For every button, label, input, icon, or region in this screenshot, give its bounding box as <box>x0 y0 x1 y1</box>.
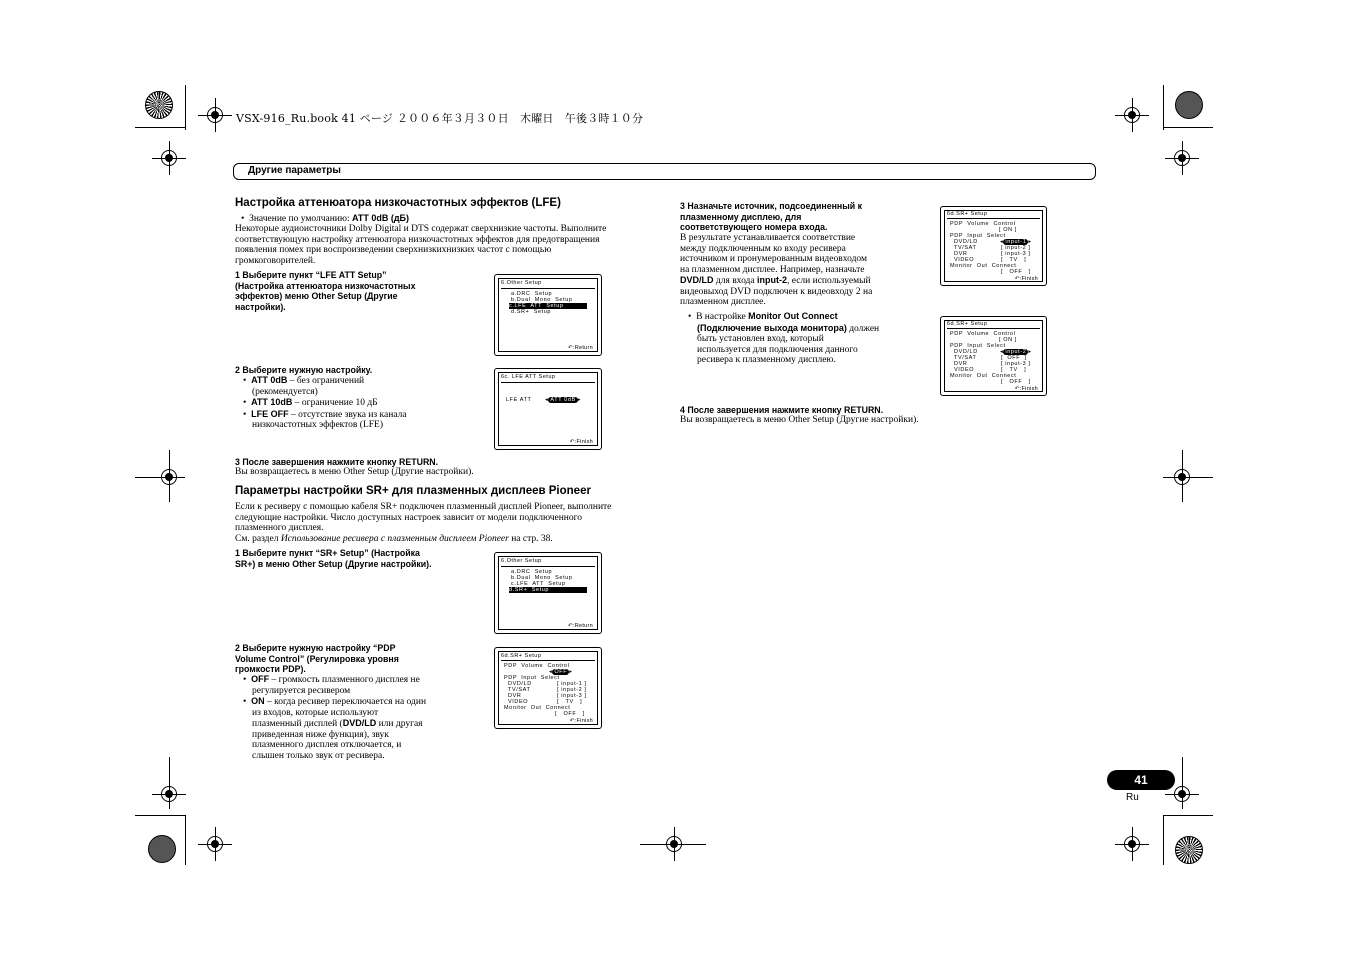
osd-source-label: TV/SAT <box>954 355 977 361</box>
lfe-intro-line: появления помех при воспроизведении сверхнизкихнизких частот с помощью <box>235 245 552 255</box>
osd-menu-item-selected: d.SR+ Setup <box>509 587 587 593</box>
osd-source-label: VIDEO <box>954 367 975 373</box>
sr-moc-line <box>680 323 920 335</box>
osd-footer: ↶:Finish <box>1014 386 1038 392</box>
sr-moc-line: • В настройке Monitor Out Connect <box>688 311 838 322</box>
sr-step2-line: громкости PDP). <box>235 664 306 674</box>
crop-line <box>1132 98 1133 132</box>
lfe-step3: 3 После завершения нажмите кнопку RETURN. <box>235 457 439 467</box>
lfe-intro <box>235 224 655 266</box>
crop-line <box>135 127 185 128</box>
sr-step3-line: соответствующего номера входа. <box>680 222 828 232</box>
crop-line <box>135 477 185 478</box>
sr-step3-line: 3 Назначьте источник, подсоединенный к <box>680 201 862 211</box>
lfe-step1-line: 1 Выберите пункт “LFE ATT Setup” <box>235 270 387 280</box>
osd-monitor-out-value-text: OFF <box>1009 269 1023 275</box>
sr-step3-text-line: плазменном дисплее. <box>680 297 766 307</box>
lfe-step2: 2 Выберите нужную настройку. <box>235 365 373 375</box>
osd-source-label: DVR <box>508 693 522 699</box>
osd-other-setup-screen-2 <box>494 552 602 634</box>
sr-option-text: – громкость плазменного дисплея не <box>269 675 420 685</box>
lfe-step3-text: Вы возвращаетесь в меню Other Setup (Другие настройки). <box>235 467 474 477</box>
sr-step3-line: плазменному дисплею, для <box>680 211 802 222</box>
osd-sr-setup-screen-2 <box>940 206 1047 286</box>
sr-intro-line: плазменного дисплея. <box>235 523 324 533</box>
sr-option-on-key: DVD/LD <box>342 718 377 728</box>
sr-intro-line: следующие настройки. Число доступных настроек зависит от модели подключенного <box>235 512 583 523</box>
lfe-option-key: ATT 10dB <box>251 397 293 407</box>
osd-monitor-out-value: [ OFF ] <box>555 711 585 717</box>
crop-line <box>215 98 216 132</box>
osd-menu-item: b.Dual Mono Setup <box>511 297 573 303</box>
sr-step1-line: 1 Выберите пункт “SR+ Setup” (Настройка <box>235 548 420 558</box>
osd-source-value: [ input-3 ] <box>1001 251 1031 257</box>
osd-menu-item: a.DRC Setup <box>511 569 553 575</box>
lfe-step1-line: настройки). <box>235 301 286 312</box>
osd-title: 6.Other Setup <box>501 558 542 564</box>
osd-title: 6.Other Setup <box>501 280 542 286</box>
sr-ref-link[interactable]: Использование ресивера с плазменным дисплеем Pioneer <box>280 533 509 544</box>
sr-step3-key: DVD/LD <box>680 275 714 285</box>
crop-line <box>640 844 706 845</box>
osd-source-label: TV/SAT <box>508 687 531 693</box>
sr-moc-tail: должен <box>846 323 880 334</box>
lfe-step1-line: (Настройка аттенюатора низкочастотных <box>235 280 416 291</box>
sr-step3 <box>680 201 862 233</box>
crop-line <box>1182 757 1183 809</box>
sr-option-on-line: плазменного дисплея отключается, и <box>252 740 402 750</box>
registration-star-icon <box>145 91 173 119</box>
sr-option-on-line: приведенная ниже функция), звук <box>252 729 389 740</box>
sr-ref-suffix: на стр. 38. <box>508 533 553 544</box>
sr-option-on-line: из входов, которые используют <box>252 707 379 718</box>
osd-setting-label: LFE ATT <box>506 397 532 403</box>
osd-source-value: [ input-3 ] <box>1001 361 1031 367</box>
sr-moc-key: Monitor Out Connect <box>748 311 838 321</box>
osd-monitor-out-label: Monitor Out Connect <box>950 373 1017 379</box>
osd-source-value: [ input-2 ] <box>1001 245 1031 251</box>
lfe-option-off: • LFE OFF – отсутствие звука из канала <box>243 408 407 420</box>
lfe-step1 <box>235 270 415 312</box>
osd-monitor-out-value: [ OFF ] <box>1001 379 1031 385</box>
osd-source-value-text: input-2 <box>561 687 583 693</box>
sr-option-on: • ON – когда ресивер переключается на один <box>243 696 427 707</box>
osd-monitor-out-value-text: OFF <box>1009 379 1023 385</box>
sr-option-text: – когда ресивер переключается на один <box>264 697 427 707</box>
sr-reference <box>235 534 655 545</box>
sr-ref-prefix: См. раздел <box>235 533 281 544</box>
lfe-option-att0-line2: (рекомендуется) <box>252 386 318 397</box>
registration-star-icon <box>1175 836 1203 864</box>
lfe-default-value: ATT 0dB (дБ) <box>352 213 410 223</box>
osd-setting-value-text: ATT 0dB <box>550 397 576 403</box>
osd-volume-value: [ ON ] <box>999 337 1017 343</box>
osd-source-value-text: OFF <box>1007 355 1021 361</box>
sr-step3-text-line: видеовыход DVD подключен к видеовходу 2 на <box>680 286 873 297</box>
sr-monitor-out-note <box>680 311 920 366</box>
crop-line <box>1163 127 1213 128</box>
crop-line <box>1182 141 1183 175</box>
crop-line <box>1163 477 1213 478</box>
osd-menu-item-selected: c.LFE ATT Setup <box>509 303 587 309</box>
sr-moc-prefix: В настройке <box>696 312 749 322</box>
crop-line <box>1132 827 1133 861</box>
osd-monitor-out-label: Monitor Out Connect <box>504 705 571 711</box>
osd-source-value-text: TV <box>565 699 574 705</box>
osd-menu-item: d.SR+ Setup <box>511 309 552 315</box>
sr-step3-text-line: источником и пронумерованным видеовходом <box>680 254 867 264</box>
crop-line <box>169 141 170 175</box>
osd-source-label: DVR <box>954 361 968 367</box>
lfe-step1-line: эффектов) меню Other Setup (Другие <box>235 291 398 301</box>
crop-line <box>169 450 170 502</box>
crop-line <box>1163 815 1213 816</box>
osd-input-select-label: PDP Input Select <box>504 675 560 681</box>
sr-step1-line: SR+) в меню Other Setup (Другие настройки). <box>235 558 432 569</box>
osd-menu-item: c.LFE ATT Setup <box>511 581 566 587</box>
osd-volume-label: PDP Volume Control <box>950 221 1016 227</box>
crop-line <box>1163 815 1164 865</box>
osd-source-value-text: input-2 <box>1005 245 1027 251</box>
sr-option-on-line: слышен только звук от ресивера. <box>252 750 385 761</box>
sr-step4: 4 После завершения нажмите кнопку RETURN. <box>680 405 884 415</box>
osd-other-setup-screen <box>494 274 602 356</box>
osd-source-label: VIDEO <box>954 257 975 263</box>
lfe-option-att0: • ATT 0dB – без ограничений <box>243 375 365 386</box>
lfe-intro-line: соответствующую настройку аттенюатора низкочастотных эффектов для предотвращения <box>235 234 600 245</box>
sr-step1 <box>235 548 432 569</box>
lfe-heading: Настройка аттенюатора низкочастотных эффектов (LFE) <box>235 197 561 209</box>
osd-volume-label: PDP Volume Control <box>950 331 1016 337</box>
crop-line <box>135 815 185 816</box>
lfe-option-off-line2: низкочастотных эффектов (LFE) <box>252 420 384 430</box>
osd-source-label: TV/SAT <box>954 245 977 251</box>
osd-footer: ↶:Finish <box>1014 276 1038 282</box>
crop-line <box>169 757 170 809</box>
sr-moc-line: ресивера к плазменному дисплею. <box>697 355 836 365</box>
sr-option-off: • OFF – громкость плазменного дисплея не <box>243 674 420 685</box>
sr-step2-line: Volume Control” (Регулировка уровня <box>235 653 399 664</box>
sr-option-on-suffix: или другая <box>376 719 423 729</box>
osd-source-value-text: input-1 <box>561 681 583 687</box>
osd-source-value-selected: ◂ input-2 ▸ <box>1000 349 1032 355</box>
sr-step3-tail: , если используемый <box>786 276 871 286</box>
lfe-default-prefix: Значение по умолчанию: <box>249 214 352 224</box>
sr-step4-text: Вы возвращаетесь в меню Other Setup (Другие настройки). <box>680 415 919 425</box>
osd-monitor-out-value-text: OFF <box>563 711 577 717</box>
osd-footer: ↶:Return <box>567 623 593 629</box>
osd-volume-value-text: OFF <box>554 669 568 675</box>
sr-step2-line: 2 Выберите нужную настройку “PDP <box>235 643 396 653</box>
osd-volume-value: ◂ OFF ▸ <box>549 669 573 675</box>
lfe-option-text: – ограничение 10 дБ <box>292 398 378 408</box>
osd-input-select-label: PDP Input Select <box>950 343 1006 349</box>
lfe-options <box>235 375 475 431</box>
osd-source-value-text: input-3 <box>561 693 583 699</box>
lfe-option-att10: • ATT 10dB – ограничение 10 дБ <box>243 397 378 408</box>
page-number-badge: 41 <box>1107 770 1175 790</box>
lfe-intro-line: громкоговорителей. <box>235 255 316 266</box>
lfe-option-key: ATT 0dB <box>251 375 288 385</box>
crop-line <box>185 815 186 865</box>
sr-intro <box>235 502 655 544</box>
osd-source-value: [ TV ] <box>1001 367 1027 373</box>
sr-moc-line: быть установлен вход, который <box>697 334 824 344</box>
section-title-bar <box>233 163 1096 180</box>
crop-line <box>215 827 216 861</box>
sr-option-key: ON <box>251 696 265 706</box>
sr-step3-mid: для входа <box>713 276 757 286</box>
sr-step3-key: input-2 <box>756 275 787 285</box>
osd-title: 6d.SR+ Setup <box>501 653 542 659</box>
sr-option-on-prefix: плазменный дисплей ( <box>252 719 343 729</box>
osd-footer: ↶:Return <box>567 345 593 351</box>
osd-sr-setup-screen <box>494 647 602 729</box>
sr-step3-text-line: между подключенным ко входу ресивера <box>680 243 846 254</box>
osd-source-value: [ input-1 ] <box>557 681 587 687</box>
osd-monitor-out-value: [ OFF ] <box>1001 269 1031 275</box>
osd-volume-label: PDP Volume Control <box>504 663 570 669</box>
osd-source-label: VIDEO <box>508 699 529 705</box>
osd-source-value-text: input-2 <box>1005 349 1027 355</box>
sr-step3-text-line <box>680 275 920 287</box>
page-language: Ru <box>1126 792 1139 803</box>
osd-title: 6c. LFE ATT Setup <box>501 374 556 380</box>
print-header: VSX-916_Ru.book 41 ページ ２００６年３月３０日 木曜日 午後３時１０分 <box>236 112 644 125</box>
sr-step3-text-line: на плазменном дисплее. Например, назначьте <box>680 264 865 275</box>
crop-line <box>1182 450 1183 502</box>
osd-menu-item: a.DRC Setup <box>511 291 553 297</box>
osd-title: 6d.SR+ Setup <box>947 321 988 327</box>
sr-option-on-line <box>235 718 475 730</box>
osd-source-label: DVD/LD <box>954 349 978 355</box>
sr-step3-text-line: В результате устанавливается соответствие <box>680 233 856 243</box>
registration-grey-icon <box>1175 91 1203 119</box>
osd-volume-value-text: ON <box>1003 227 1013 233</box>
crop-line <box>1163 85 1164 130</box>
sr-moc-line: используется для подключения данного <box>697 344 858 355</box>
osd-menu-item: b.Dual Mono Setup <box>511 575 573 581</box>
osd-setting-value: ◂ ATT 0dB ▸ <box>545 397 582 403</box>
lfe-option-key: LFE OFF <box>251 408 289 419</box>
osd-source-value-text: input-3 <box>1005 251 1027 257</box>
crop-line <box>674 827 675 861</box>
osd-source-value-text: input-3 <box>1005 361 1027 367</box>
osd-source-label: DVR <box>954 251 968 257</box>
osd-source-value: [ input-2 ] <box>557 687 587 693</box>
sr-moc-key2: (Подключение выхода монитора) <box>697 322 847 333</box>
osd-source-value-text: TV <box>1009 257 1018 263</box>
osd-source-value-text: TV <box>1009 367 1018 373</box>
registration-grey-icon <box>148 835 176 863</box>
lfe-intro-line: Некоторые аудиоисточники Dolby Digital и DTS содержат сверхнизкие частоты. Выполните <box>235 224 607 234</box>
osd-sr-setup-screen-3 <box>940 316 1047 396</box>
osd-source-label: DVD/LD <box>508 681 532 687</box>
osd-source-value: [ input-3 ] <box>557 693 587 699</box>
lfe-option-text: – без ограничений <box>287 376 365 386</box>
osd-lfe-att-screen <box>494 368 602 450</box>
osd-source-value: [ OFF ] <box>1001 355 1027 361</box>
osd-source-value-text: input-1 <box>1005 239 1027 245</box>
osd-footer: ↶:Finish <box>569 718 593 724</box>
osd-monitor-out-label: Monitor Out Connect <box>950 263 1017 269</box>
osd-source-value: [ TV ] <box>557 699 583 705</box>
sr-step3-text <box>680 233 920 308</box>
lfe-default: • Значение по умолчанию: ATT 0dB (дБ) <box>241 213 410 224</box>
osd-source-label: DVD/LD <box>954 239 978 245</box>
sr-step2 <box>235 643 399 675</box>
osd-input-select-label: PDP Input Select <box>950 233 1006 239</box>
sr-heading: Параметры настройки SR+ для плазменных дисплеев Pioneer <box>235 485 591 497</box>
sr-volume-options <box>235 674 475 761</box>
crop-line <box>185 85 186 130</box>
section-title: Другие параметры <box>248 165 341 176</box>
osd-title: 6d.SR+ Setup <box>947 211 988 217</box>
sr-option-key: OFF <box>251 674 270 684</box>
osd-volume-value: [ ON ] <box>999 227 1017 233</box>
sr-intro-line: Если к ресиверу с помощью кабеля SR+ подключен плазменный дисплей Pioneer, выполните <box>235 502 612 512</box>
sr-option-off-line2: регулируется ресивером <box>252 685 351 696</box>
osd-volume-value-text: ON <box>1003 337 1013 343</box>
osd-source-value: [ TV ] <box>1001 257 1027 263</box>
osd-source-value-selected: ◂ input-1 ▸ <box>1000 239 1032 245</box>
lfe-option-text: – отсутствие звука из канала <box>288 409 407 420</box>
osd-footer: ↶:Finish <box>569 439 593 445</box>
